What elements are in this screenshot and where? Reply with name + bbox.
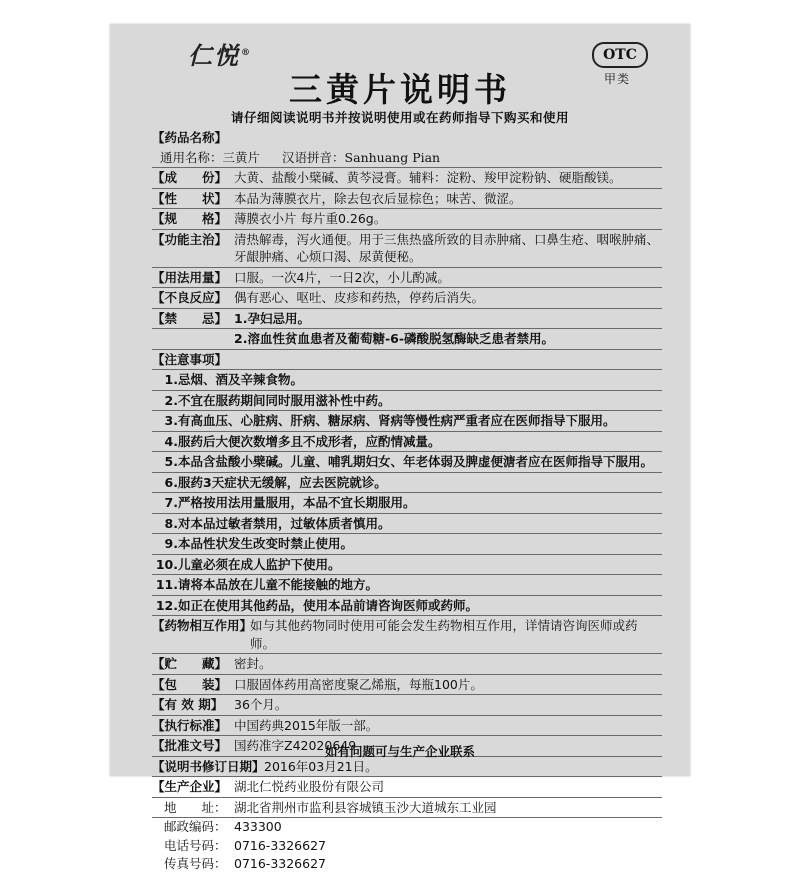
document-title: 三黄片说明书 <box>289 70 511 109</box>
postcode-label: 邮政编码： <box>164 819 227 834</box>
precaution-item <box>152 391 662 412</box>
fax-label: 传真号码： <box>164 856 227 871</box>
precaution-text: 儿童必须在成人监护下使用。 <box>178 556 341 572</box>
precaution-item <box>152 596 662 617</box>
precaution-text: 请将本品放在儿童不能接触的地方。 <box>178 577 379 592</box>
field-row <box>152 695 662 716</box>
field-row <box>152 716 662 737</box>
field-label: 【功能主治】 <box>152 231 228 247</box>
precaution-text: 有高血压、心脏病、肝病、糖尿病、肾病等慢性病严重者应在医师指导下服用。 <box>178 413 616 428</box>
precaution-text: 服药后大便次数增多且不成形者，应酌情减量。 <box>178 433 441 449</box>
precaution-item <box>152 534 662 555</box>
field-value: 36个月。 <box>234 697 288 712</box>
precaution-number: 12. <box>155 597 178 613</box>
fax-row <box>152 855 662 874</box>
precaution-number: 6. <box>164 474 178 490</box>
contraindications-row <box>152 309 662 330</box>
precaution-number: 9. <box>164 536 178 551</box>
precautions-list <box>152 370 662 616</box>
field-value: 中国药典2015年版一部。 <box>234 717 379 733</box>
content-body <box>152 128 662 874</box>
precaution-number: 11. <box>155 577 178 592</box>
contraindication-item: 1.孕妇忌用。 <box>234 310 310 326</box>
field-value: 清热解毒，泻火通便。用于三焦热盛所致的目赤肿痛、口鼻生疮、咽喉肿痛、牙龈肿痛、心烦口渴、尿黄便秘。 <box>234 231 660 264</box>
field-label: 【性 状】 <box>152 190 228 206</box>
generic-name: 三黄片 <box>222 149 261 165</box>
manufacturer-row <box>152 777 662 798</box>
field-value: 大黄、盐酸小檗碱、黄芩浸膏。辅料：淀粉、羧甲淀粉钠、硬脂酸镁。 <box>234 170 622 185</box>
precaution-item <box>152 575 662 596</box>
precaution-number: 7. <box>164 495 178 510</box>
registered-mark: ® <box>241 48 252 58</box>
precaution-item <box>152 411 662 432</box>
precaution-text: 本品性状发生改变时禁止使用。 <box>178 536 354 551</box>
precaution-number: 10. <box>155 556 178 572</box>
precaution-text: 不宜在服药期间同时服用滋补性中药。 <box>178 392 391 408</box>
instruction-sheet <box>110 24 690 871</box>
field-row <box>152 288 662 309</box>
field-label: 【规 格】 <box>152 211 228 226</box>
precaution-item <box>152 452 662 473</box>
precaution-number: 1. <box>164 372 178 387</box>
precaution-number: 3. <box>164 413 178 428</box>
field-row <box>152 654 662 675</box>
brand-logo-text: 仁悦 <box>188 41 240 70</box>
field-label: 【药物相互作用】 <box>152 618 253 633</box>
drug-name-header: 【药品名称】 <box>152 130 228 145</box>
address-label: 地 址： <box>164 799 227 815</box>
phone-value: 0716-3326627 <box>234 837 326 853</box>
field-list-1 <box>152 168 662 309</box>
phone-row <box>152 837 662 856</box>
otc-badge: OTC <box>592 42 648 68</box>
precaution-item <box>152 370 662 391</box>
field-value: 偶有恶心、呕吐、皮疹和药热，停药后消失。 <box>234 290 485 305</box>
field-value: 口服固体药用高密度聚乙烯瓶，每瓶100片。 <box>234 676 483 692</box>
document-subtitle: 请仔细阅读说明书并按说明使用或在药师指导下购买和使用 <box>230 110 569 125</box>
footer-note: 如有问题可与生产企业联系 <box>324 744 475 759</box>
address-value: 湖北省荆州市监利县容城镇玉沙大道城东工业园 <box>234 799 497 815</box>
field-label: 【不良反应】 <box>152 290 228 305</box>
contraindications-row <box>152 329 662 350</box>
precautions-header: 【注意事项】 <box>152 350 662 371</box>
precaution-item <box>152 555 662 576</box>
field-value: 如与其他药物同时使用可能会发生药物相互作用，详情请咨询医师或药师。 <box>250 618 638 651</box>
generic-name-label: 通用名称： <box>160 149 223 165</box>
pinyin-name: Sanhuang Pian <box>344 149 441 165</box>
precaution-number: 2. <box>164 392 178 408</box>
precaution-item <box>152 493 662 514</box>
field-value: 本品为薄膜衣片，除去包衣后显棕色；味苦、微涩。 <box>234 190 522 206</box>
field-row <box>152 675 662 696</box>
field-row <box>152 189 662 210</box>
field-row <box>152 268 662 289</box>
manufacturer-name: 湖北仁悦药业股份有限公司 <box>234 779 385 794</box>
field-label: 【成 份】 <box>152 170 228 185</box>
precaution-item <box>152 432 662 453</box>
field-value: 密封。 <box>234 656 272 671</box>
field-row <box>152 168 662 189</box>
field-value: 国药准字Z42020649 <box>234 738 357 753</box>
precaution-text: 服药3天症状无缓解，应去医院就诊。 <box>178 474 387 490</box>
precaution-number: 8. <box>164 515 178 531</box>
field-label: 【贮 藏】 <box>152 656 228 671</box>
drug-name-row <box>152 148 662 169</box>
precaution-text: 对本品过敏者禁用，过敏体质者慎用。 <box>178 515 391 531</box>
field-label: 【执行标准】 <box>152 717 228 733</box>
field-label: 【用法用量】 <box>152 269 228 285</box>
field-label: 【说明书修订日期】 <box>152 758 265 774</box>
contraindications-label: 【禁 忌】 <box>152 310 228 326</box>
precaution-text: 忌烟、酒及辛辣食物。 <box>178 372 304 387</box>
precaution-item <box>152 514 662 535</box>
precaution-number: 5. <box>164 454 178 469</box>
precaution-text: 严格按用法用量服用，本品不宜长期服用。 <box>178 495 416 510</box>
field-value: 薄膜衣小片 每片重0.26g。 <box>234 211 387 226</box>
postcode-value: 433300 <box>234 819 282 834</box>
field-label: 【包 装】 <box>152 676 228 692</box>
pinyin-label: 汉语拼音： <box>282 149 345 165</box>
field-row <box>152 209 662 230</box>
otc-class: 甲类 <box>604 72 631 86</box>
phone-label: 电话号码： <box>164 837 227 853</box>
field-value: 口服。一次4片，一日2次，小儿酌减。 <box>234 269 450 285</box>
field-row <box>152 616 662 654</box>
precaution-text: 本品含盐酸小檗碱。儿童、哺乳期妇女、年老体弱及脾虚便溏者应在医师指导下服用。 <box>178 454 654 469</box>
contraindication-item: 2.溶血性贫血患者及葡萄糖-6-磷酸脱氢酶缺乏患者禁用。 <box>234 331 555 346</box>
field-value: 2016年03月21日。 <box>264 758 378 774</box>
precaution-number: 4. <box>164 433 178 449</box>
address-row <box>152 798 662 819</box>
postcode-row <box>152 818 662 837</box>
field-row <box>152 230 662 268</box>
field-label: 【批准文号】 <box>152 738 228 753</box>
fax-value: 0716-3326627 <box>234 856 326 871</box>
manufacturer-label: 【生产企业】 <box>152 779 228 794</box>
precaution-text: 如正在使用其他药品，使用本品前请咨询医师或药师。 <box>178 597 479 613</box>
field-label: 【有 效 期】 <box>152 697 224 712</box>
precaution-item <box>152 473 662 494</box>
